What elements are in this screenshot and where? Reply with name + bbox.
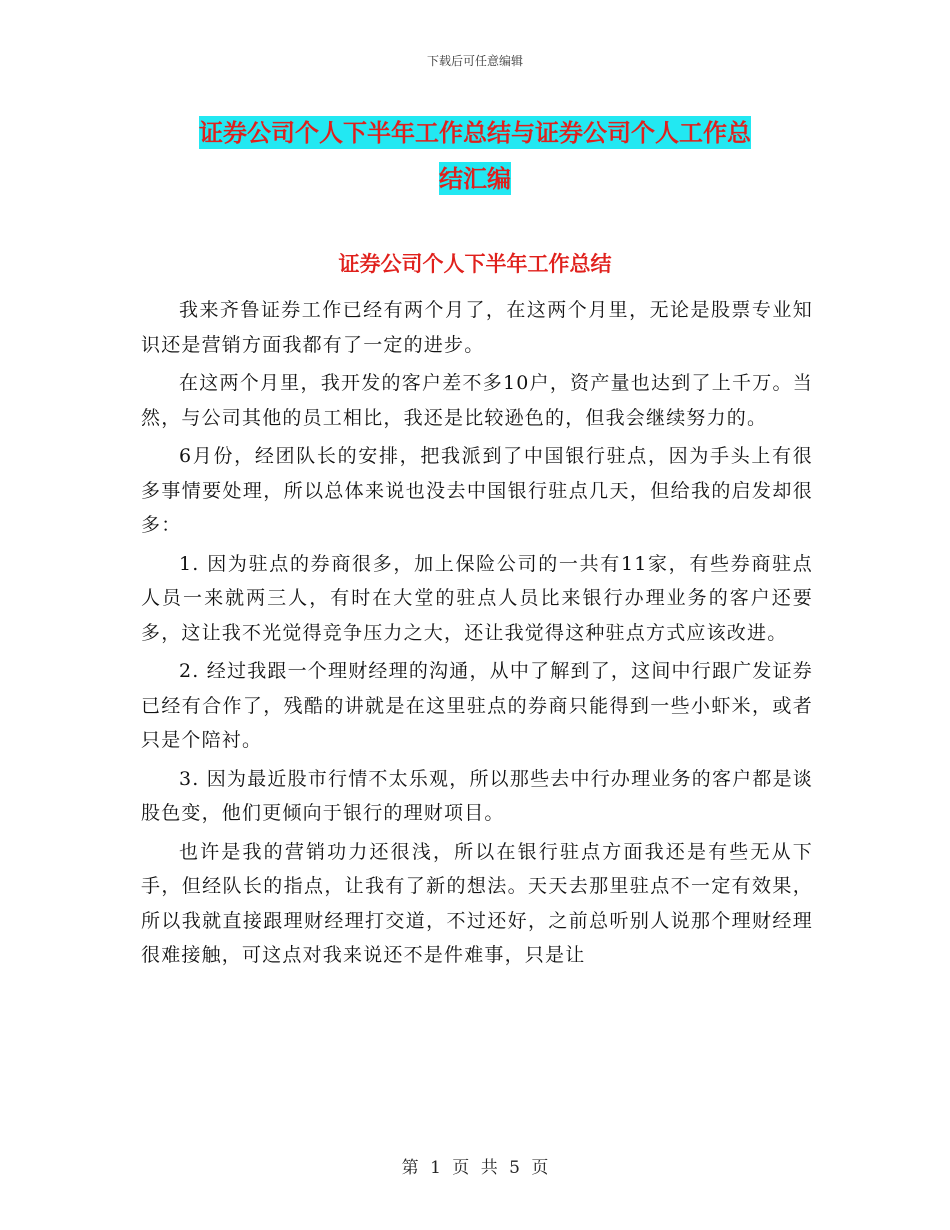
paragraph: 6月份，经团队长的安排，把我派到了中国银行驻点，因为手头上有很多事情要处理，所以总体来说也没去中国银行驻点几天，但给我的启发却很多： [141, 445, 813, 536]
paragraph: 我来齐鲁证券工作已经有两个月了，在这两个月里，无论是股票专业知识还是营销方面我都有了一定的进步。 [141, 299, 813, 356]
document-title-line1: 证券公司个人下半年工作总结与证券公司个人工作总 [199, 118, 751, 147]
document-title [140, 110, 810, 202]
paragraph: 也许是我的营销功力还很浅，所以在银行驻点方面我还是有些无从下手，但经队长的指点，让我有了新的想法。天天去那里驻点不一定有效果，所以我就直接跟理财经理打交道，不过还好，之前总听别人说那个理财经理很难接触，可这点对我来说还不是件难事，只是让 [141, 840, 813, 966]
document-title-line2: 结汇编 [439, 164, 511, 193]
section-title: 证券公司个人下半年工作总结 [338, 251, 612, 276]
paragraph: 3. 因为最近股市行情不太乐观，所以那些去中行办理业务的客户都是谈股色变，他们更倾向于银行的理财项目。 [141, 767, 813, 824]
document-body [141, 293, 813, 977]
paragraph: 2. 经过我跟一个理财经理的沟通，从中了解到了，这间中行跟广发证券已经有合作了，残酷的讲就是在这里驻点的券商只能得到一些小虾米，或者只是个陪衬。 [141, 660, 813, 751]
paragraph: 1. 因为驻点的券商很多，加上保险公司的一共有11家，有些券商驻点人员一来就两三人，有时在大堂的驻点人员比来银行办理业务的客户还要多，这让我不光觉得竞争压力之大，还让我觉得这种驻点方式应该改进。 [141, 552, 813, 644]
paragraph: 在这两个月里，我开发的客户差不多10户，资产量也达到了上千万。当然，与公司其他的员工相比，我还是比较逊色的，但我会继续努力的。 [141, 372, 813, 429]
page-footer: 第 1 页 共 5 页 [401, 1158, 549, 1178]
header-note: 下载后可任意编辑 [426, 54, 523, 68]
